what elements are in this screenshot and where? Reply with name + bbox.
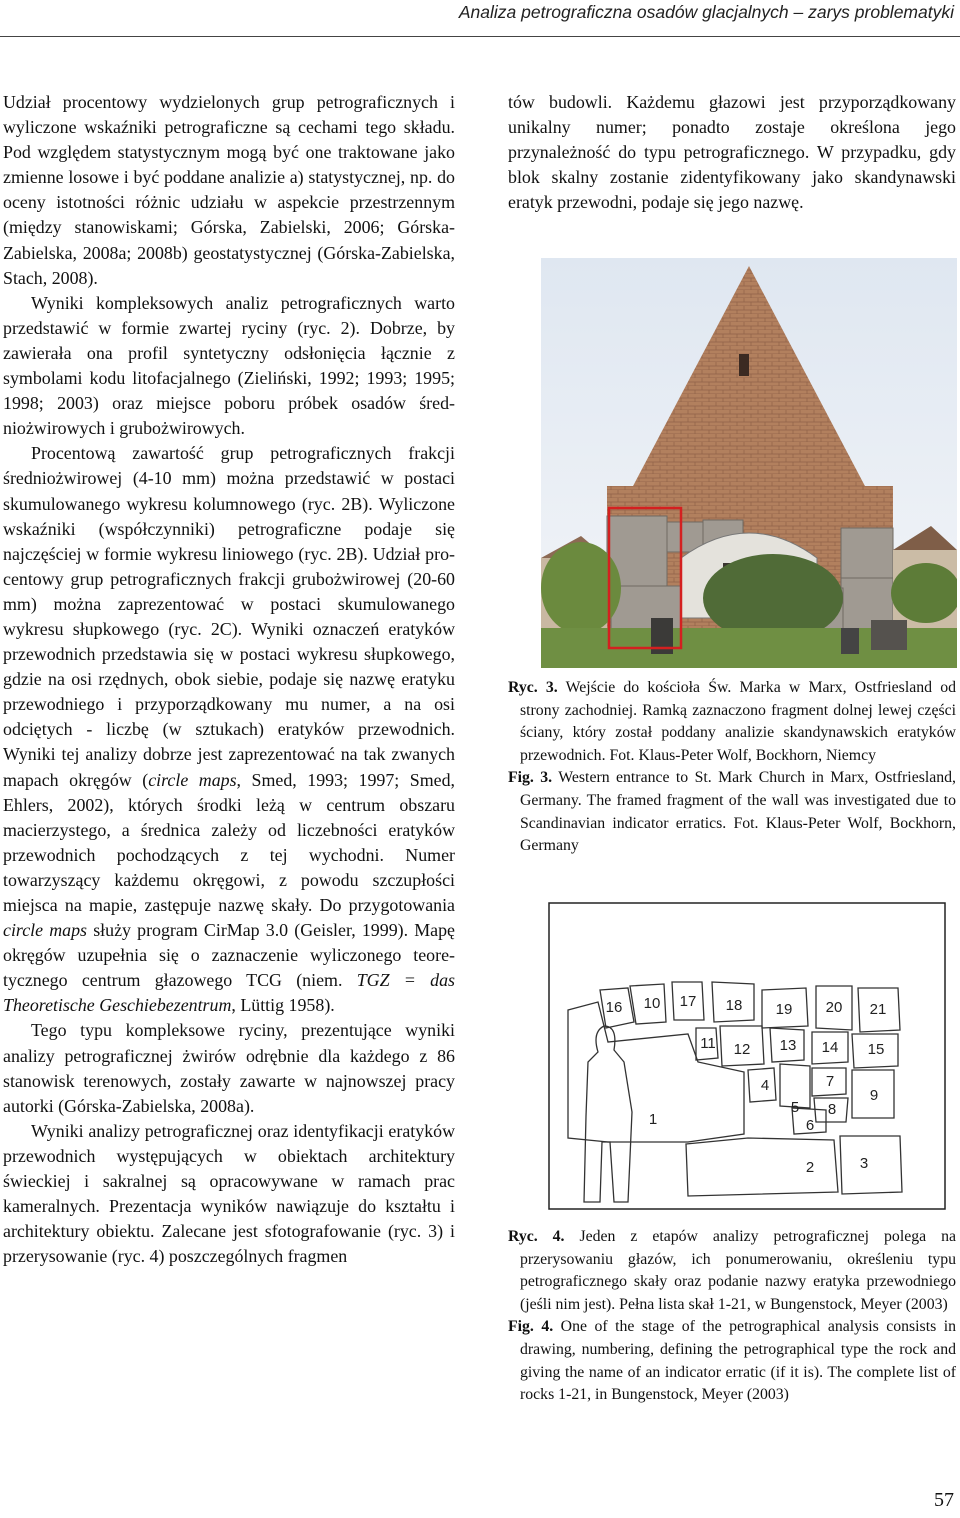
italic-term: TGZ = das Theoretische Geschiebezentrum (3, 970, 455, 1016)
caption-label: Fig. 4. (508, 1318, 554, 1336)
right-column-text (508, 90, 956, 215)
stone-number: 13 (779, 1037, 797, 1054)
caption-label: Ryc. 4. (508, 1228, 565, 1245)
stone-number: 19 (775, 1001, 793, 1018)
paragraph: Wyniki kompleksowych analiz petrograficznych warto przedstawić w formie zwartej ryciny (ryc. 2). Dobrze, by zawierała ona profil syntetyczny odsłonięcia łącznie z symbolami kodu litofacjalnego (Zieliński, 1992; 1993; 1995; 1998; 2003) oraz miejsce poboru próbek osadów średniożwirowych i grubożwirowych. (3, 292, 455, 439)
stone-number: 8 (827, 1101, 837, 1118)
italic-term: circle maps (3, 920, 88, 941)
stone-number: 6 (805, 1117, 815, 1134)
church-photo (541, 258, 957, 668)
stone-number: 9 (869, 1087, 879, 1104)
caption-pl (508, 1226, 956, 1316)
stone-number: 11 (700, 1035, 716, 1052)
caption-label: Ryc. 3. (508, 679, 558, 696)
stone-number: 10 (643, 995, 661, 1012)
left-column (3, 90, 455, 1269)
stone-number: 20 (825, 999, 843, 1016)
paragraph: Udział procentowy wydzielonych grup petrograficznych i wyliczone wskaźniki petrograficzne są cechami tego składu. Pod względem statystycznym mogą być one traktowane jako zmienne losowe i być poddane analizie a) statystycznej, np. do oceny istotności różnic udziału w aspekcie przestrzennym (między stanowiskami; Górska, Zabielski, 2006; Górska-Zabielska, 2008a; 2008b) geostatystycznej (Górska-Zabielska, Stach, 2008). (3, 92, 455, 288)
stone-number: 15 (867, 1041, 885, 1058)
stone-number: 2 (805, 1159, 815, 1176)
stone-number: 5 (790, 1099, 800, 1116)
paragraph (3, 441, 455, 1018)
text-span: służy program CirMap 3.0 (Geisler, 1999). Mapę okręgów uzupełnia się o zaznaczenie wyliczonego teoretycznego centrum głazowego TCG (niem. (3, 920, 455, 991)
caption-pl (508, 677, 956, 767)
stone-number: 16 (605, 999, 623, 1016)
caption-text: Wejście do kościoła Św. Marka w Marx, Ostfriesland od strony zachodniej. Ramką zaznaczono fragment dolnej lewej części ściany, który został poddany analizie skandynawskich eratyków przewodnich. Fot. Klaus-Peter Wolf, Bockhorn, Niemcy (520, 679, 956, 764)
figure-3-caption (508, 677, 956, 858)
text-span: Procentową zawartość grup petrograficznych frakcji średniożwirowej (4-10 mm) można przedstawić w postaci skumulowanego wykresu kolumnowego (ryc. 2B). Wyliczone wskaźniki (współczynniki) petrograficzne podaje się najczęściej w formie wykresu liniowego (ryc. 2B). Udział procentowy grup petrograficznych frakcji grubożwirowej (20-60 mm) można zaprezentować w postaci skumulowanego wykresu słupkowego (ryc. 2C). Wyniki oznaczeń eratyków przewodnich przedstawia się w postaci wykresu słupkowego, gdzie na osi rzędnych, obok siebie, podaje się nazwę eratyku przewodniego i przyporządkowany mu numer, a na osi odciętych - liczbę (w sztukach) eratyków przewodnich. Wyniki tej analizy dobrze jest zaprezentować na tak zwanych mapach okręgów ( (3, 443, 455, 790)
text-span: , Lüttig 1958). (231, 995, 335, 1016)
stone-number: 1 (648, 1111, 658, 1128)
caption-text: One of the stage of the petrographical analysis consists in drawing, numbering, defining the petrographical type the rock and giving the name of an indicator erratic (if it is). The complete list of rocks 1-21, in Bungenstock, Meyer (2003) (520, 1318, 956, 1404)
stone-number: 21 (869, 1001, 887, 1018)
figure-4-caption (508, 1226, 956, 1407)
stone-number: 7 (825, 1073, 835, 1090)
stone-drawing (548, 902, 946, 1210)
caption-text: Western entrance to St. Mark Church in Marx, Ostfriesland, Germany. The framed fragment of the wall was investigated due to Scandinavian indicator erratics. Fot. Klaus-Peter Wolf, Bockhorn, Germany (520, 769, 957, 855)
stone-number: 3 (859, 1155, 869, 1172)
stone-number: 12 (733, 1041, 751, 1058)
caption-en (508, 1316, 956, 1406)
paragraph: tów budowli. Każdemu głazowi jest przyporządkowany unikalny numer; ponadto zostaje określona jego przynależność do typu petrograficznego. W przypadku, gdy blok skalny zostanie zidentyfikowany jako skandynawski eratyk przewodni, podaje się jego nazwę. (508, 92, 956, 213)
paragraph: Tego typu kompleksowe ryciny, prezentujące wyniki analizy petrograficznej żwirów odrębnie dla każdego z 86 stanowisk terenowych, zostały zawarte w najnowszej pracy autorki (Górska-Zabielska, 2008a). (3, 1020, 455, 1116)
page-number: 57 (934, 1489, 954, 1511)
caption-label: Fig. 3. (508, 769, 553, 787)
text-span: , Smed, 1993; 1997; Smed, Ehlers, 2002), których środki leżą w centrum obszaru macierzystego, a średnica zależy od liczebności eratyków przewodnich pochodzących z tej wychodni. Numer towarzyszący każdemu okręgowi, z powodu szczupłości miejsca na mapie, zastępuje nazwę skały. Do przygotowania (3, 769, 455, 915)
header-divider (0, 36, 960, 37)
caption-text: Jeden z etapów analizy petrograficznej polega na przerysowaniu głazów, ich ponumerowaniu, określeniu typu petrograficznego skały oraz podanie nazwy eratyka przewodniego (jeśli nim jest). Pełna lista skał 1-21, w Bungenstock, Meyer (2003) (520, 1228, 956, 1313)
paragraph: Wyniki analizy petrograficznej oraz identyfikacji eratyków przewodnich występujących w obiektach architektury świeckiej i sakralnej są opracowywane w ramach prac kameralnych. Prezentacja wyników nawiązuje do kształtu i architektury obiektu. Zalecane jest sfotografowanie (ryc. 3) i przerysowanie (ryc. 4) poszczególnych fragmen (3, 1120, 455, 1267)
stone-number: 4 (760, 1077, 770, 1094)
caption-en (508, 767, 956, 857)
running-header: Analiza petrograficzna osadów glacjalnych – zarys problematyki (458, 2, 954, 22)
stone-number: 14 (821, 1039, 839, 1056)
stone-number: 18 (725, 997, 743, 1014)
italic-term: circle maps (148, 769, 237, 790)
stone-number: 17 (679, 993, 697, 1010)
